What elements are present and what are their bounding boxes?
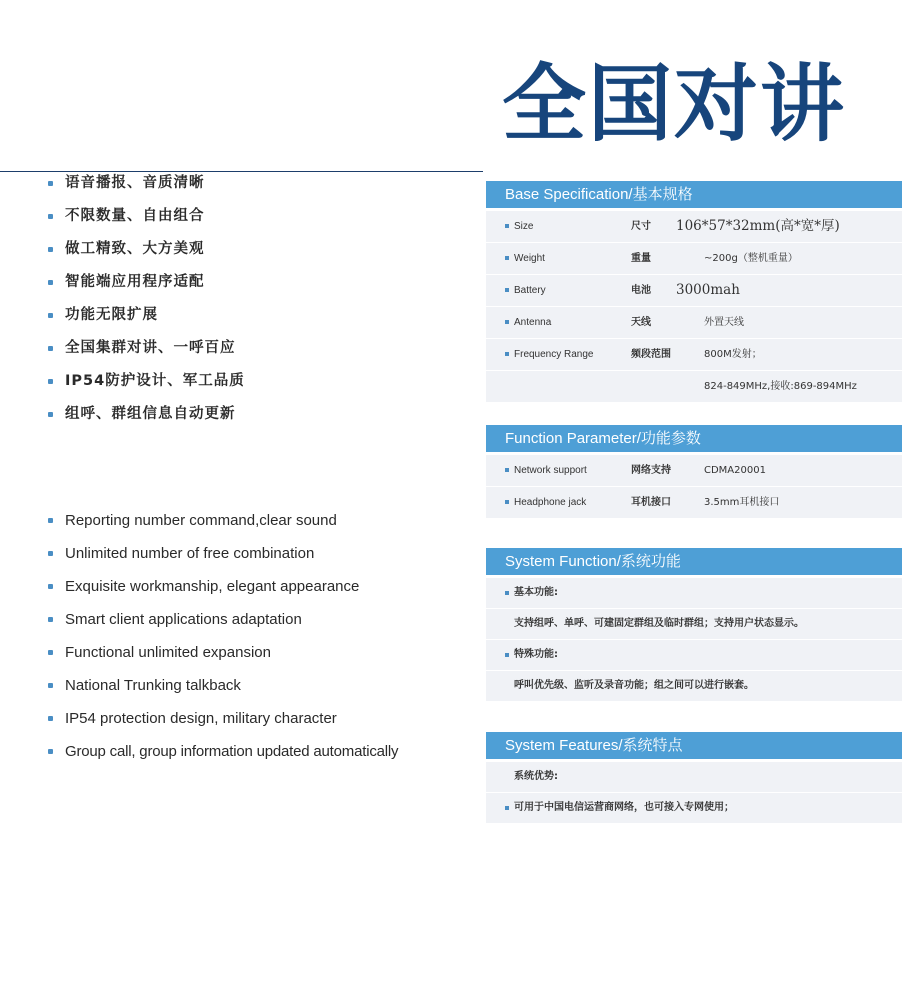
- bullet-icon: [48, 247, 53, 252]
- system-function-section: [486, 548, 902, 702]
- system-features-table: [486, 762, 902, 824]
- list-item: [486, 671, 902, 702]
- spec-key-en: Battery: [514, 285, 546, 296]
- bullet-icon: [48, 617, 53, 622]
- bullet-icon: [505, 224, 509, 228]
- table-row: [486, 307, 902, 339]
- spec-key-en: Antenna: [514, 317, 552, 328]
- spec-key-en: Weight: [514, 253, 545, 264]
- system-function-header: System Function/系统功能: [486, 548, 902, 575]
- bullet-icon: [48, 749, 53, 754]
- feature-list-cn: [48, 167, 245, 431]
- function-param-section: [486, 425, 902, 519]
- brand-title: 全国对讲: [502, 55, 847, 153]
- list-item: 功能无限扩展: [48, 299, 245, 332]
- basic-function-label: 基本功能:: [514, 587, 558, 598]
- base-spec-header: Base Specification/基本规格: [486, 181, 902, 208]
- bullet-icon: [505, 256, 509, 260]
- spec-key-en: Size: [514, 221, 534, 232]
- list-item: [486, 640, 902, 671]
- table-row: [486, 339, 902, 371]
- list-item: 全国集群对讲、一呼百应: [48, 332, 245, 365]
- bullet-icon: [48, 518, 53, 523]
- spec-key-cn: 重量: [631, 253, 651, 264]
- list-item: [486, 793, 902, 824]
- bullet-icon: [48, 346, 53, 351]
- list-item: IP54防护设计、军工品质: [48, 365, 245, 398]
- spec-value: 3.5mm耳机接口: [704, 497, 780, 508]
- spec-key-cn: 尺寸: [631, 221, 651, 232]
- bullet-icon: [48, 214, 53, 219]
- spec-value: 106*57*32mm(高*宽*厚): [676, 218, 840, 234]
- list-item: Group call, group information updated automatically: [48, 735, 398, 768]
- table-row: [486, 275, 902, 307]
- bullet-icon: [505, 320, 509, 324]
- list-item: 语音播报、音质清晰: [48, 167, 245, 200]
- table-row: [486, 487, 902, 519]
- bullet-icon: [505, 288, 509, 292]
- bullet-icon: [48, 551, 53, 556]
- system-function-table: [486, 578, 902, 702]
- bullet-icon: [505, 468, 509, 472]
- list-item: Exquisite workmanship, elegant appearance: [48, 570, 398, 603]
- list-item: [486, 578, 902, 609]
- special-function-label: 特殊功能:: [514, 649, 558, 660]
- spec-key-cn: 网络支持: [631, 465, 671, 476]
- spec-key-en: Frequency Range: [514, 349, 594, 360]
- bullet-icon: [48, 313, 53, 318]
- spec-value: 3000mah: [676, 282, 740, 298]
- system-features-header: System Features/系统特点: [486, 732, 902, 759]
- spec-key-cn: 耳机接口: [631, 497, 671, 508]
- bullet-icon: [48, 650, 53, 655]
- list-item: Smart client applications adaptation: [48, 603, 398, 636]
- basic-function-text: 支持组呼、单呼、可建固定群组及临时群组；支持用户状态显示。: [514, 618, 804, 629]
- bullet-icon: [505, 653, 509, 657]
- list-item: [486, 609, 902, 640]
- function-param-table: [486, 455, 902, 519]
- spec-key-cn: 天线: [631, 317, 651, 328]
- bullet-icon: [48, 181, 53, 186]
- function-param-header: Function Parameter/功能参数: [486, 425, 902, 452]
- advantage-text: 可用于中国电信运营商网络，也可接入专网使用；: [514, 802, 734, 813]
- spec-value: ~200g（整机重量）: [704, 253, 798, 264]
- bullet-icon: [48, 584, 53, 589]
- base-spec-section: [486, 181, 902, 403]
- bullet-icon: [48, 280, 53, 285]
- spec-value: 800M发射；: [704, 349, 762, 360]
- spec-key-cn: 频段范围: [631, 349, 671, 360]
- advantage-label: 系统优势:: [514, 771, 558, 782]
- list-item: Functional unlimited expansion: [48, 636, 398, 669]
- bullet-icon: [48, 683, 53, 688]
- list-item: Reporting number command,clear sound: [48, 504, 398, 537]
- table-row: [486, 211, 902, 243]
- table-row: [486, 371, 902, 403]
- bullet-icon: [505, 591, 509, 595]
- special-function-text: 呼叫优先级、监听及录音功能；组之间可以进行嵌套。: [514, 680, 754, 691]
- table-row: [486, 455, 902, 487]
- bullet-icon: [505, 500, 509, 504]
- bullet-icon: [48, 412, 53, 417]
- list-item: 组呼、群组信息自动更新: [48, 398, 245, 431]
- spec-key-en: Headphone jack: [514, 497, 587, 508]
- spec-key-cn: 电池: [631, 285, 651, 296]
- spec-value-continuation: 824-849MHz,接收:869-894MHz: [704, 381, 857, 392]
- spec-value: 外置天线: [704, 317, 744, 328]
- list-item: Unlimited number of free combination: [48, 537, 398, 570]
- list-item: National Trunking talkback: [48, 669, 398, 702]
- spec-key-en: Network support: [514, 465, 587, 476]
- base-spec-table: [486, 211, 902, 403]
- table-row: [486, 243, 902, 275]
- bullet-icon: [505, 352, 509, 356]
- list-item: [486, 762, 902, 793]
- list-item: IP54 protection design, military character: [48, 702, 398, 735]
- list-item: 不限数量、自由组合: [48, 200, 245, 233]
- bullet-icon: [48, 379, 53, 384]
- bullet-icon: [48, 716, 53, 721]
- bullet-icon: [505, 806, 509, 810]
- list-item: 做工精致、大方美观: [48, 233, 245, 266]
- system-features-section: [486, 732, 902, 824]
- feature-list-en: [48, 504, 398, 768]
- spec-value: CDMA20001: [704, 465, 766, 476]
- list-item: 智能端应用程序适配: [48, 266, 245, 299]
